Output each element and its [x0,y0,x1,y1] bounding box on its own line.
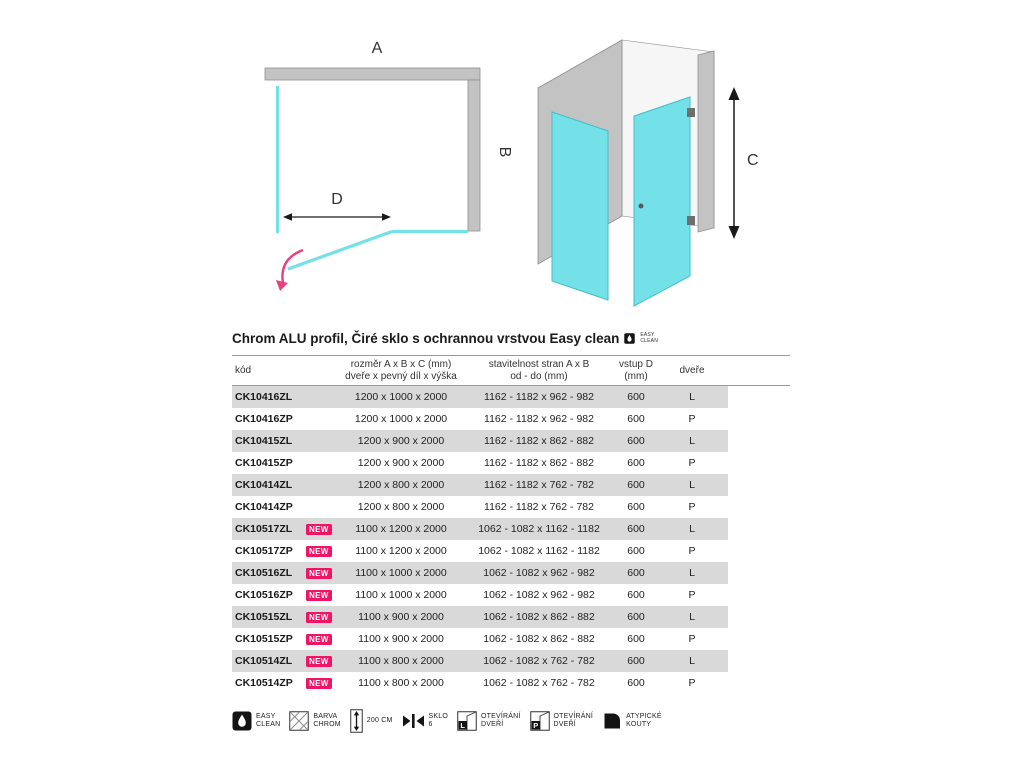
easy-clean-mini-label [640,333,658,344]
cell-new [306,628,340,650]
atypical-corners-icon [602,711,622,731]
cell-rozmer: 1200 x 800 x 2000 [357,501,445,513]
dim-label-a: A [371,40,383,57]
section-title: Chrom ALU profil, Čiré sklo s ochrannou vrstvou Easy clean [232,331,620,346]
feature-label: 200 CM [366,717,393,724]
cell-new [306,496,340,518]
door-knob [639,204,644,209]
header-rozmer-line1: rozměr A x B x C (mm) [350,359,452,370]
cell-new [306,672,340,694]
cell-new [306,606,340,628]
table-row [232,408,728,430]
header-stavitelnost [462,359,616,382]
cell-rozmer: 1200 x 900 x 2000 [357,457,445,469]
feature-label: BARVA CHROM [313,713,341,728]
cell-new [306,518,340,540]
cell-dvere: P [688,457,696,469]
cell-stavitelnost: 1162 - 1182 x 762 - 782 [484,501,594,513]
door-hinge-bottom [687,216,695,225]
table-row [232,452,728,474]
cell-dvere: P [688,633,696,645]
glass-thickness-icon [402,713,425,729]
cell-dvere: P [688,501,696,513]
feature-height [350,709,393,733]
feature-label: OTEVÍRÁNÍ DVEŘÍ [553,713,594,728]
new-badge: NEW [306,524,332,535]
cell-stavitelnost: 1062 - 1082 x 862 - 882 [483,611,595,623]
new-badge: NEW [306,590,332,601]
easy-clean-mini-icon [624,333,635,344]
cell-stavitelnost: 1062 - 1082 x 962 - 982 [483,567,595,579]
cell-kod: CK10415ZP [235,457,293,469]
cell-kod: CK10416ZP [235,413,293,425]
cell-dvere: L [689,611,695,623]
cell-dvere: L [689,655,695,667]
cell-stavitelnost: 1062 - 1082 x 762 - 782 [483,677,595,689]
cell-vstup: 600 [627,567,645,579]
easy-clean-icon [232,711,252,731]
feature-icons-row [232,709,790,733]
header-stavitelnost-line1: stavitelnost stran A x B [488,359,590,370]
top-wall [265,68,480,80]
table-row [232,430,728,452]
cell-stavitelnost: 1162 - 1182 x 762 - 782 [484,479,594,491]
cell-vstup: 600 [627,457,645,469]
perspective-diagram [538,40,759,306]
cell-vstup: 600 [627,633,645,645]
dim-c-arrow [729,87,740,239]
feature-label: OTEVÍRÁNÍ DVEŘÍ [481,713,521,728]
cell-stavitelnost: 1062 - 1082 x 1162 - 1182 [478,523,600,535]
door-opening-right-icon [530,711,550,731]
feature-label: ATYPICKÉ KOUTY [626,713,662,728]
cell-kod: CK10517ZP [235,545,293,557]
svg-text:L: L [460,721,465,730]
cell-rozmer: 1100 x 1000 x 2000 [355,589,447,601]
cell-stavitelnost: 1062 - 1082 x 762 - 782 [483,655,595,667]
cell-rozmer: 1200 x 900 x 2000 [357,435,445,447]
table-row [232,584,728,606]
table-row [232,606,728,628]
cell-kod: CK10515ZP [235,633,293,645]
cell-stavitelnost: 1062 - 1082 x 862 - 882 [483,633,595,645]
cell-vstup: 600 [627,501,645,513]
door-glass-3d [634,97,690,306]
cell-kod: CK10514ZP [235,677,293,689]
door-swing-arrow [276,250,303,291]
new-badge: NEW [306,678,332,689]
spec-table [232,355,790,694]
door-opening-left-icon [457,711,477,731]
cell-vstup: 600 [627,655,645,667]
cell-dvere: L [689,479,695,491]
product-section [232,331,790,733]
feature-glass-thickness [402,713,448,729]
cell-rozmer: 1100 x 1000 x 2000 [355,567,447,579]
feature-chrome-color [289,711,340,731]
cell-kod: CK10517ZL [235,523,293,535]
cell-stavitelnost: 1162 - 1182 x 962 - 982 [484,391,594,403]
cell-new [306,540,340,562]
header-rozmer-line2: dveře x pevný díl x výška [345,370,457,382]
table-body [232,386,790,694]
svg-text:P: P [532,721,538,730]
cell-kod: CK10516ZP [235,589,293,601]
new-badge: NEW [306,634,332,645]
cell-new [306,474,340,496]
cell-kod: CK10415ZL [235,435,293,447]
table-row [232,672,728,694]
cell-new [306,386,340,408]
feature-label: SKLO 6 [428,713,448,728]
cell-kod: CK10516ZL [235,567,293,579]
cell-kod: CK10515ZL [235,611,293,623]
new-badge: NEW [306,546,332,557]
cell-new [306,650,340,672]
feature-atypical-corners [602,711,662,731]
cell-vstup: 600 [627,589,645,601]
cell-new [306,408,340,430]
cell-stavitelnost: 1162 - 1182 x 862 - 882 [484,435,594,447]
header-rozmer [340,359,462,382]
cell-rozmer: 1200 x 1000 x 2000 [354,413,448,425]
cell-stavitelnost: 1162 - 1182 x 962 - 982 [484,413,594,425]
cell-new [306,584,340,606]
cell-dvere: P [688,545,696,557]
dim-label-b: B [496,146,513,158]
easy-clean-mini-label-line2: CLEAN [640,337,659,344]
cell-stavitelnost: 1062 - 1082 x 962 - 982 [483,589,595,601]
table-header [232,355,790,386]
feature-door-opening-right [530,711,594,731]
table-row [232,496,728,518]
table-row [232,474,728,496]
cell-stavitelnost: 1062 - 1082 x 1162 - 1182 [478,545,600,557]
feature-easy-clean [232,711,280,731]
cell-kod: CK10514ZL [235,655,293,667]
cell-rozmer: 1100 x 1200 x 2000 [355,545,447,557]
cell-rozmer: 1100 x 800 x 2000 [358,677,444,689]
table-row [232,562,728,584]
cell-vstup: 600 [627,611,645,623]
table-row [232,386,728,408]
cell-new [306,562,340,584]
dim-d-arrow [283,213,391,221]
new-badge: NEW [306,568,332,579]
cell-vstup: 600 [627,435,645,447]
cell-dvere: P [688,413,696,425]
cell-rozmer: 1200 x 1000 x 2000 [354,391,448,403]
cell-dvere: P [688,589,696,601]
table-row [232,650,728,672]
cell-dvere: L [689,435,695,447]
technical-diagrams [0,0,1024,332]
table-row [232,518,728,540]
cell-dvere: P [688,677,696,689]
header-stavitelnost-line2: od - do (mm) [510,370,568,382]
right-wall [468,80,480,231]
cell-rozmer: 1100 x 1200 x 2000 [355,523,447,535]
cell-vstup: 600 [627,479,645,491]
cell-vstup: 600 [627,523,645,535]
header-dvere: dveře [679,364,705,376]
header-vstup [616,359,656,382]
fixed-glass-3d [552,112,608,300]
cell-stavitelnost: 1162 - 1182 x 862 - 882 [484,457,594,469]
cell-rozmer: 1200 x 800 x 2000 [357,479,445,491]
top-view-diagram [265,40,513,291]
cell-dvere: L [689,567,695,579]
cell-vstup: 600 [627,545,645,557]
new-badge: NEW [306,656,332,667]
door-hinge-top [687,108,695,117]
dim-label-d: D [331,191,343,208]
section-title-row [232,331,790,346]
table-row [232,628,728,650]
right-wall-3d [698,51,714,232]
header-kod: kód [235,364,252,376]
cell-kod: CK10414ZL [235,479,293,491]
cell-kod: CK10414ZP [235,501,293,513]
feature-door-opening-left [457,711,521,731]
open-door-panel [288,232,392,270]
cell-dvere: L [689,523,695,535]
cell-rozmer: 1100 x 900 x 2000 [358,633,444,645]
easy-clean-mini-label-line1: EASY [640,332,655,338]
height-icon [350,709,363,733]
feature-label: EASY CLEAN [256,713,281,728]
cell-new [306,430,340,452]
new-badge: NEW [306,612,332,623]
cell-dvere: L [689,391,695,403]
cell-vstup: 600 [627,391,645,403]
cell-new [306,452,340,474]
cell-vstup: 600 [627,413,645,425]
chrome-color-icon [289,711,309,731]
cell-rozmer: 1100 x 800 x 2000 [358,655,444,667]
cell-rozmer: 1100 x 900 x 2000 [358,611,444,623]
table-row [232,540,728,562]
header-vstup-line1: vstup D [619,359,653,370]
cell-vstup: 600 [627,677,645,689]
header-vstup-line2: (mm) [624,370,648,382]
cell-kod: CK10416ZL [235,391,293,403]
dim-label-c: C [747,152,759,169]
